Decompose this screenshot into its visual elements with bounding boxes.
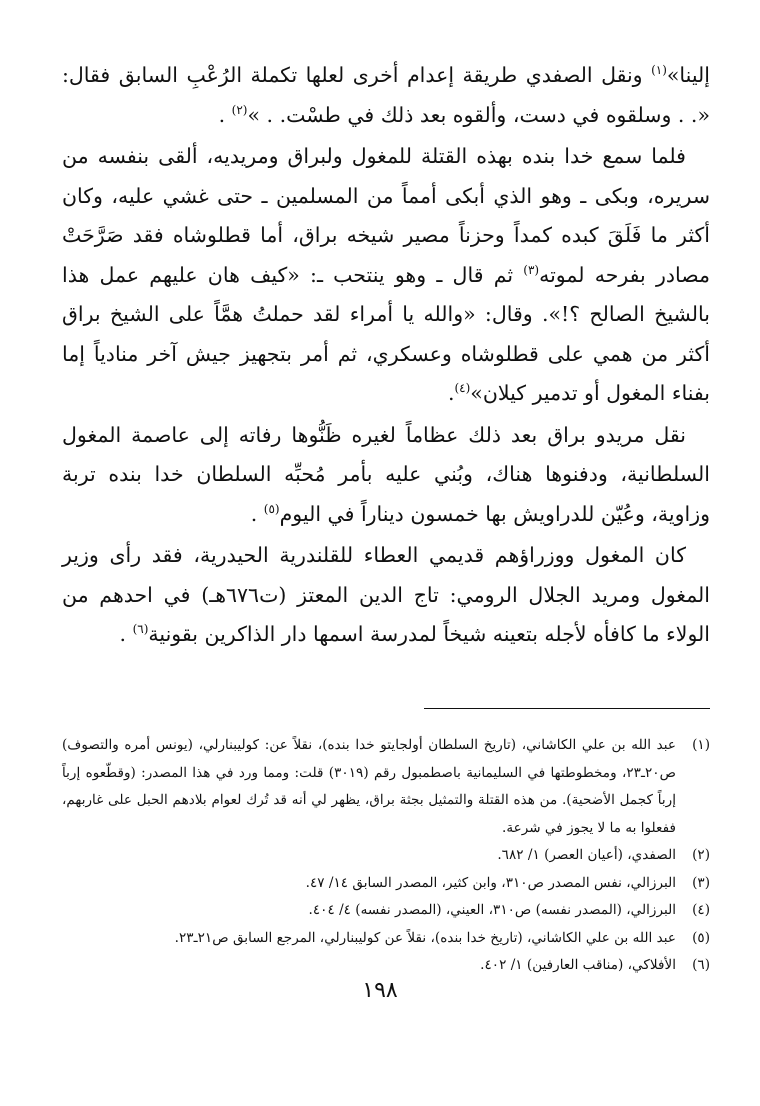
footnote-5: [62, 925, 710, 953]
paragraph-2: [62, 137, 710, 414]
footnote-4: [62, 897, 710, 925]
footnote-number: (٦): [692, 957, 710, 973]
footnote-number: (١): [692, 737, 710, 753]
paragraph-text: إلينا»: [666, 63, 710, 87]
footnotes: [62, 732, 710, 980]
footnote-number: (٤): [692, 902, 710, 918]
footnote-number: (٢): [692, 847, 710, 863]
book-page: [62, 56, 710, 1076]
paragraph-text: .: [119, 622, 133, 646]
footnote-1: [62, 732, 710, 842]
footnote-ref-2: (٢): [231, 102, 248, 117]
paragraph-4: [62, 536, 710, 655]
paragraph-text: نقل مريدو براق بعد ذلك عظاماً لغيره ظَنُّوها رفاته إلى عاصمة المغول السلطانية، ودفنوها هناك، وبُني عليه بأمر مُحبِّه السلطان خدا بنده تربة وزاوية، وعُيّن للدراويش بها خمسون ديناراً في اليوم: [62, 422, 710, 526]
paragraph-1: [62, 56, 710, 135]
footnote-text: البرزالي، نفس المصدر ص٣١٠، وابن كثير، المصدر السابق ١٤/ ٤٧.: [305, 874, 676, 891]
footnote-3: [62, 870, 710, 898]
footnote-text: عبد الله بن علي الكاشاني، (تاريخ السلطان أولجايتو خدا بنده)، نقلاً عن: كوليبنارلي، (يونس أمره والتصوف) ص٢٠ـ٢٣، ومخطوطتها في السليمانية باصطمبول رقم (٣٠١٩) قلت: ومما ورد في هذا المصدر: (وقطّعوه إرباً إرباً كجمل الأضحية). من هذه القتلة والتمثيل بجثة براق، يظهر لي أنه قد تُرك لعوام بلادهم الحبل على غاربهم، ففعلوا به ما لا يجوز في شرعة.: [62, 737, 676, 836]
footnote-number: (٣): [692, 874, 710, 891]
paragraph-text: .: [447, 381, 455, 405]
footnote-6: [62, 952, 710, 980]
footnote-separator: [424, 708, 710, 709]
page-number: ١٩٨: [362, 978, 398, 1003]
footnote-2: [62, 842, 710, 870]
footnote-ref-1: (١): [651, 63, 667, 78]
footnote-ref-6: (٦): [132, 622, 149, 637]
footnote-text: الصفدي، (أعيان العصر) ١/ ٦٨٢.: [497, 847, 676, 863]
paragraph-text: كان المغول ووزراؤهم قديمي العطاء للقلندرية الحيدرية، فقد رأى وزير المغول ومريد الجلال الرومي: تاج الدين المعتز (ت٦٧٦هـ) في احدهم من الولاء ما كافأه لأجله بتعينه شيخاً لمدرسة اسمها دار الذاكرين بقونية: [62, 543, 710, 646]
paragraph-text: ثم قال ـ وهو ينتحب ـ: «كيف هان عليهم عمل هذا بالشيخ الصالح ؟!». وقال: «والله يا أمراء لقد حملتُ همَّاً على الشيخ براق أكثر من همي على قطلوشاه وعسكري، ثم أمر بتجهيز جيش آخر منادياً إما بفناء المغول أو تدمير كيلان»: [62, 262, 710, 405]
footnote-ref-5: (٥): [263, 501, 280, 516]
footnote-number: (٥): [692, 929, 710, 946]
footnote-text: الأفلاكي، (مناقب العارفين) ١/ ٤٠٢.: [480, 957, 676, 973]
footnote-text: البرزالي، (المصدر نفسه) ص٣١٠، العيني، (المصدر نفسه) ٤/ ٤٠٤.: [308, 902, 676, 918]
paragraph-text: .: [250, 501, 264, 526]
paragraph-text: ونقل الصفدي طريقة إعدام أخرى لعلها تكملة الرُعْبِ السابق فقال: «. . وسلقوه في دست، وألقوه بعد ذلك في طسْت. . »: [62, 63, 710, 127]
main-text: [62, 56, 710, 655]
footnote-text: عبد الله بن علي الكاشاني، (تاريخ خدا بنده)، نقلاً عن كوليبنارلي، المرجع السابق ص٢١ـ٢٣.: [174, 929, 676, 946]
paragraph-text: فلما سمع خدا بنده بهذه القتلة للمغول ولبراق ومريديه، ألقى بنفسه من سريره، وبكى ـ وهو الذي أبكى أمماً من المسلمين ـ حتى غشي عليه، وكان أكثر ما فَلَقَ كبده كمداً وحزناً مصير شيخه براق، أما قطلوشاه فقد صَرَّحَتْ مصادر بفرحه لموته: [62, 144, 711, 287]
paragraph-text: .: [218, 102, 232, 127]
paragraph-3: [62, 416, 710, 535]
footnote-ref-3: (٣): [523, 262, 540, 277]
footnote-ref-4: (٤): [454, 381, 471, 396]
